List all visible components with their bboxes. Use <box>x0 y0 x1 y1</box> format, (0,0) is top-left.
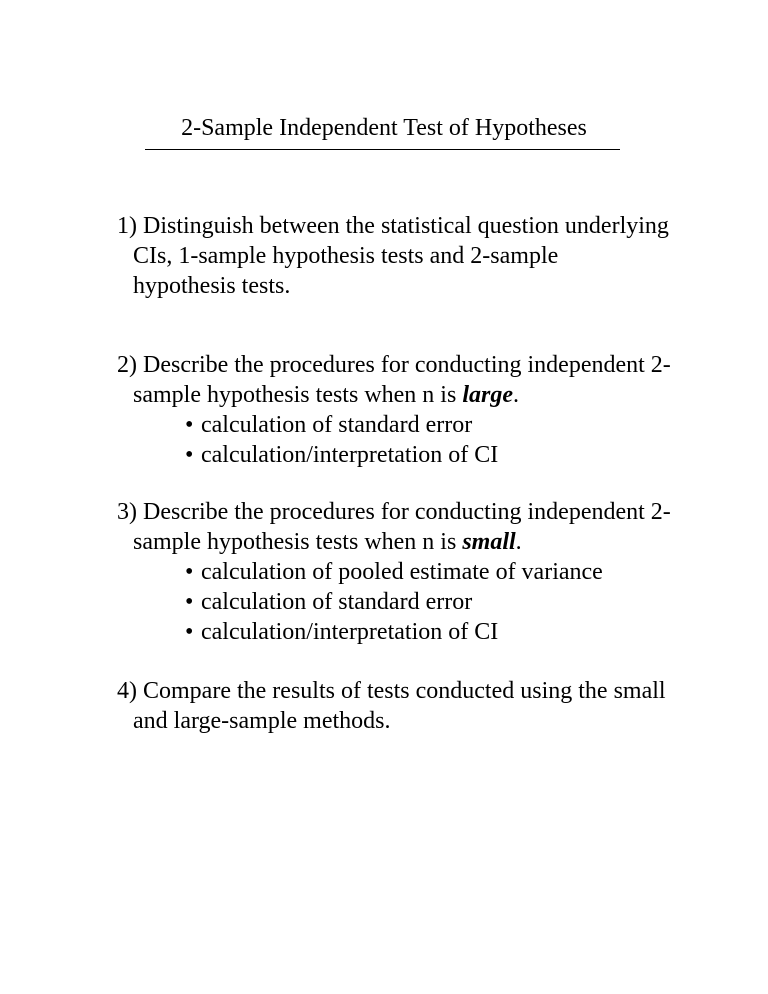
question-2-number: 2) <box>117 352 137 378</box>
list-item <box>117 440 677 470</box>
list-item <box>117 617 677 647</box>
question-3-text-1: Describe the procedures for conducting independent 2- <box>143 499 671 525</box>
bullet-text: calculation/interpretation of CI <box>201 442 499 468</box>
bullet-icon: • <box>185 619 194 645</box>
question-1-text-1: Distinguish between the statistical question underlying <box>143 213 669 239</box>
bullet-text: calculation of standard error <box>201 412 473 438</box>
question-3-emphasis: small <box>462 529 516 555</box>
question-3-number: 3) <box>117 499 137 525</box>
question-2-bullet-list <box>117 410 677 470</box>
question-3-text-2: sample hypothesis tests when n is <box>133 529 463 555</box>
bullet-icon: • <box>185 442 194 468</box>
bullet-text: calculation/interpretation of CI <box>201 619 499 645</box>
list-item <box>117 557 677 587</box>
question-2-line-2 <box>117 380 677 410</box>
question-4-number: 4) <box>117 678 137 704</box>
question-2-period: . <box>512 382 519 408</box>
bullet-text: calculation of pooled estimate of variance <box>201 559 603 585</box>
question-3 <box>117 497 677 647</box>
question-1-number: 1) <box>117 213 137 239</box>
question-4-text-2: and large-sample methods. <box>133 708 391 734</box>
question-4-line-1 <box>117 676 677 706</box>
bullet-icon: • <box>185 559 194 585</box>
title-underline-rule <box>145 149 620 150</box>
question-4-text-1: Compare the results of tests conducted using the small <box>143 678 666 704</box>
question-1 <box>117 211 677 301</box>
question-3-period: . <box>515 529 522 555</box>
question-3-line-2 <box>117 527 677 557</box>
list-item <box>117 410 677 440</box>
question-3-bullet-list <box>117 557 677 647</box>
question-3-line-1 <box>117 497 677 527</box>
list-item <box>117 587 677 617</box>
bullet-text: calculation of standard error <box>201 589 473 615</box>
question-2-text-2: sample hypothesis tests when n is <box>133 382 463 408</box>
question-1-text-2: CIs, 1-sample hypothesis tests and 2-sample <box>133 243 559 269</box>
page-title: 2-Sample Independent Test of Hypotheses <box>181 115 587 141</box>
bullet-icon: • <box>185 589 194 615</box>
question-2-line-1 <box>117 350 677 380</box>
question-2-text-1: Describe the procedures for conducting independent 2- <box>143 352 671 378</box>
bullet-icon: • <box>185 412 194 438</box>
question-2 <box>117 350 677 470</box>
question-4 <box>117 676 677 736</box>
question-1-line-1 <box>117 211 677 241</box>
question-2-emphasis: large <box>462 382 513 408</box>
question-1-text-3: hypothesis tests. <box>133 273 291 299</box>
